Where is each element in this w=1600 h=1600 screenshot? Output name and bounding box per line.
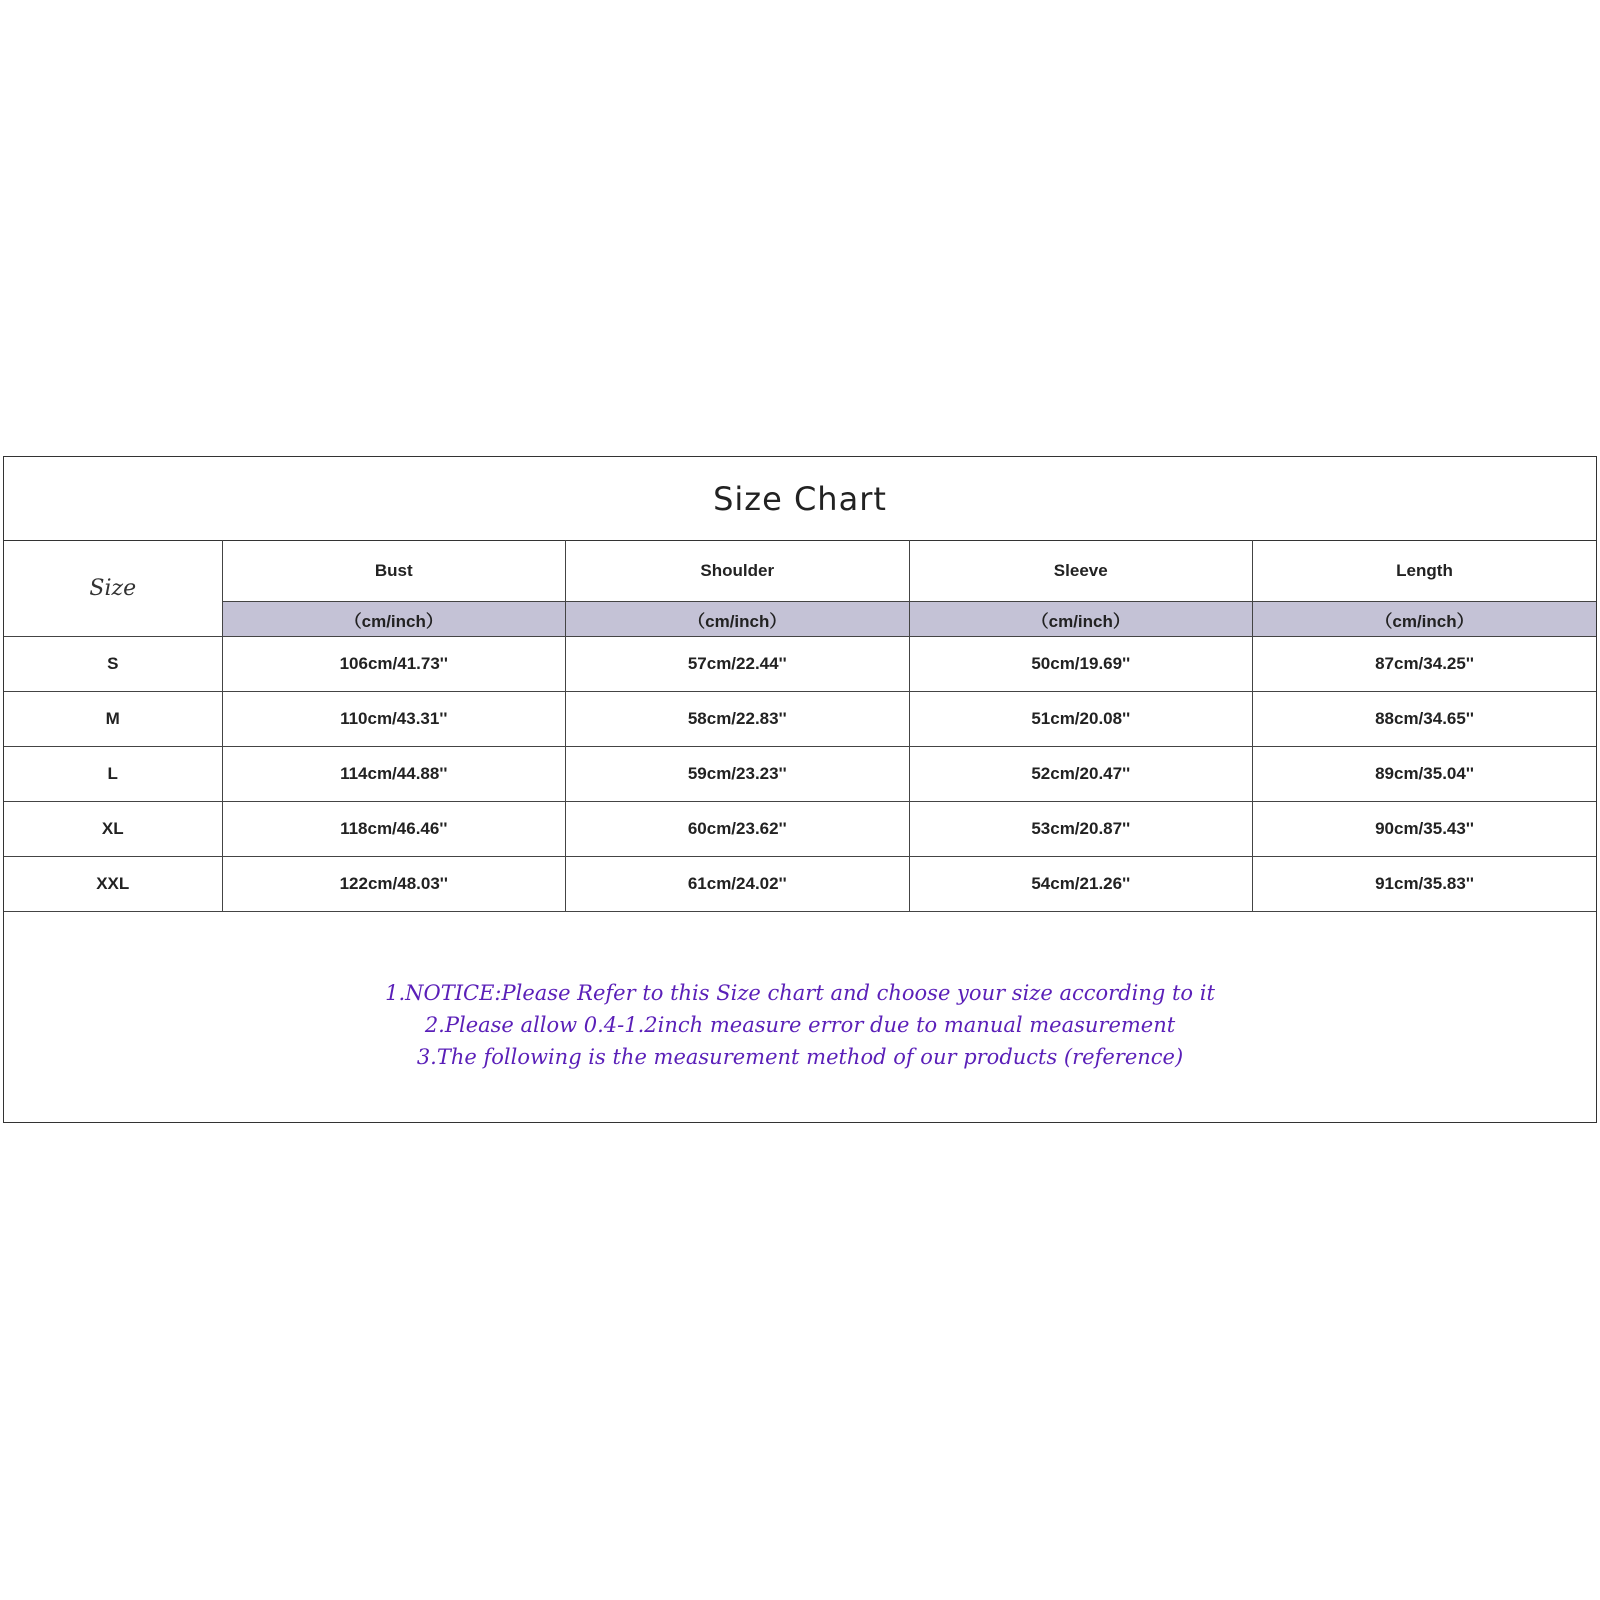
sleeve-value: 54cm/21.26'': [909, 857, 1253, 912]
size-label: XL: [4, 802, 222, 857]
size-label: XXL: [4, 857, 222, 912]
size-label: M: [4, 692, 222, 747]
shoulder-value: 60cm/23.62'': [566, 802, 910, 857]
sleeve-value: 50cm/19.69'': [909, 637, 1253, 692]
title-band: [4, 457, 1596, 541]
notice-line: 3.The following is the measurement method of our products (reference): [416, 1045, 1184, 1069]
notice-line: 2.Please allow 0.4-1.2inch measure error due to manual measurement: [424, 1013, 1176, 1037]
size-chart-title: Size Chart: [713, 479, 887, 518]
shoulder-value: 59cm/23.23'': [566, 747, 910, 802]
length-value: 89cm/35.04'': [1253, 747, 1597, 802]
sleeve-value: 53cm/20.87'': [909, 802, 1253, 857]
size-column-header: Size: [4, 540, 222, 637]
table-row: [4, 857, 1596, 912]
column-header-shoulder: Shoulder: [566, 540, 910, 602]
bust-value: 118cm/46.46'': [222, 802, 566, 857]
notes-block: [4, 977, 1596, 1073]
table-row: [4, 802, 1596, 857]
header-row: [4, 540, 1596, 602]
unit-row: [4, 602, 1596, 637]
column-header-length: Length: [1253, 540, 1597, 602]
bust-value: 110cm/43.31'': [222, 692, 566, 747]
bust-value: 122cm/48.03'': [222, 857, 566, 912]
column-header-bust: Bust: [222, 540, 566, 602]
table-row: [4, 637, 1596, 692]
size-chart-frame: [3, 456, 1597, 1123]
size-label: S: [4, 637, 222, 692]
shoulder-value: 58cm/22.83'': [566, 692, 910, 747]
sleeve-value: 52cm/20.47'': [909, 747, 1253, 802]
length-value: 88cm/34.65'': [1253, 692, 1597, 747]
shoulder-value: 61cm/24.02'': [566, 857, 910, 912]
length-value: 90cm/35.43'': [1253, 802, 1597, 857]
unit-label: （cm/inch）: [222, 602, 566, 637]
length-value: 87cm/34.25'': [1253, 637, 1597, 692]
bust-value: 106cm/41.73'': [222, 637, 566, 692]
size-table: [4, 540, 1596, 912]
shoulder-value: 57cm/22.44'': [566, 637, 910, 692]
size-label: L: [4, 747, 222, 802]
unit-label: （cm/inch）: [566, 602, 910, 637]
unit-label: （cm/inch）: [1253, 602, 1597, 637]
table-row: [4, 692, 1596, 747]
column-header-sleeve: Sleeve: [909, 540, 1253, 602]
bust-value: 114cm/44.88'': [222, 747, 566, 802]
notice-line: 1.NOTICE:Please Refer to this Size chart and choose your size according to it: [385, 981, 1215, 1005]
table-row: [4, 747, 1596, 802]
length-value: 91cm/35.83'': [1253, 857, 1597, 912]
sleeve-value: 51cm/20.08'': [909, 692, 1253, 747]
unit-label: （cm/inch）: [909, 602, 1253, 637]
